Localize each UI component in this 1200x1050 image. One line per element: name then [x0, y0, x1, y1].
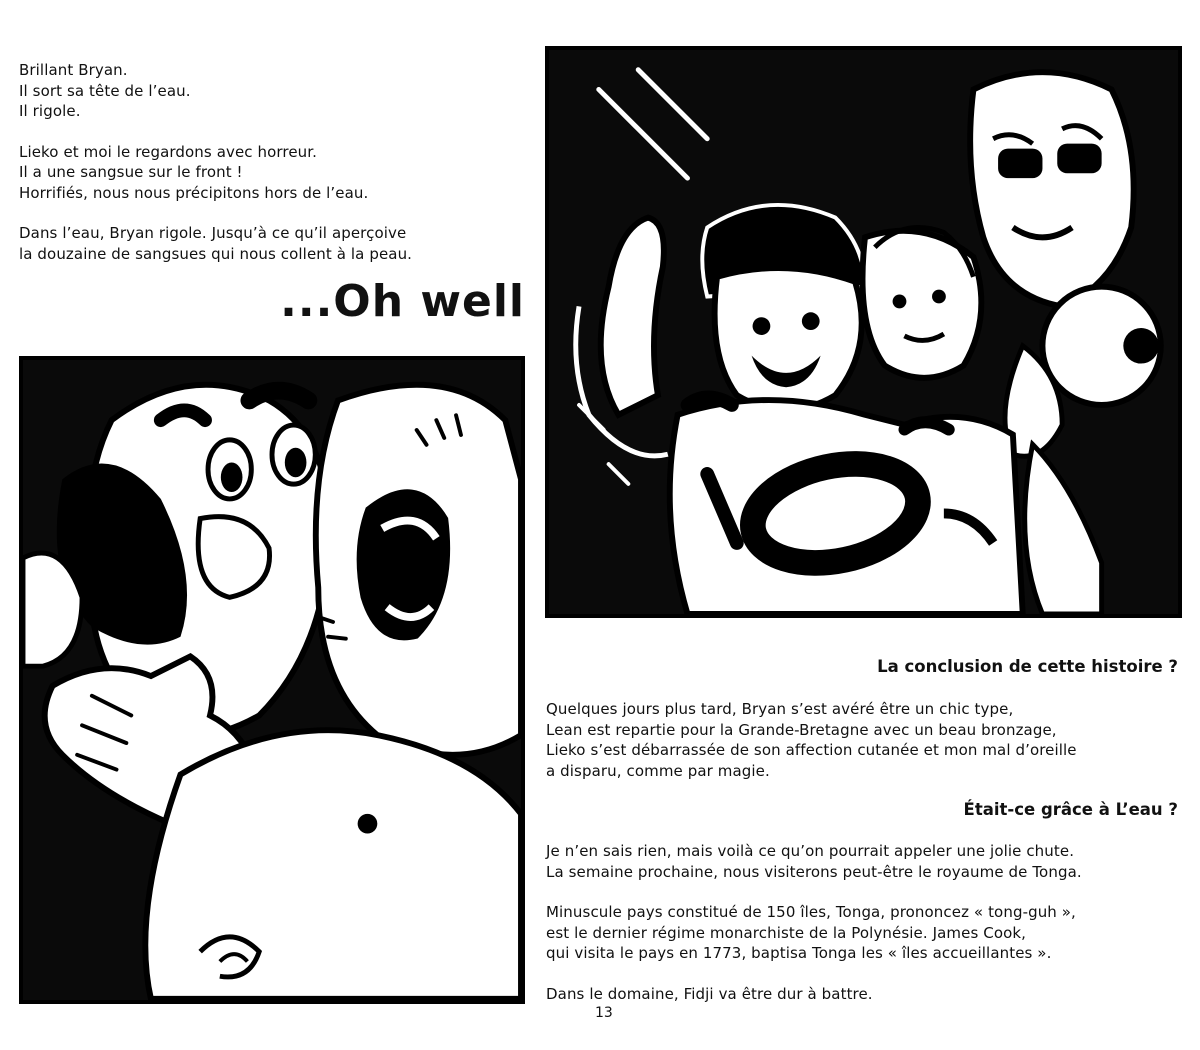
text-line: Lean est repartie pour la Grande-Bretagne avec un beau bronzage,: [546, 720, 1057, 739]
conclusion-text: [546, 699, 1186, 781]
text-line: Dans l’eau, Bryan rigole. Jusqu’à ce qu’il aperçoive: [19, 224, 407, 242]
eau-paragraph-2: [546, 902, 1186, 964]
text-line: Il rigole.: [19, 102, 81, 120]
text-line: la douzaine de sangsues qui nous collent à la peau.: [19, 244, 413, 263]
oh-well-exclamation: ...Oh well: [280, 276, 525, 327]
text-line: Il a une sangsue sur le front !: [19, 163, 243, 181]
text-line: Horrifiés, nous nous précipitons hors de l’eau.: [19, 183, 369, 202]
text-line: Quelques jours plus tard, Bryan s’est avéré être un chic type,: [546, 700, 1014, 718]
eau-paragraph-1: [546, 841, 1186, 882]
conclusion-paragraph: [546, 699, 1186, 781]
text-line: Brillant Bryan.: [19, 61, 128, 79]
eau-heading: Était-ce grâce à L’eau ?: [963, 800, 1178, 819]
intro-paragraph-3: [19, 223, 479, 264]
conclusion-heading: La conclusion de cette histoire ?: [877, 657, 1178, 676]
comic-panel-group: [545, 46, 1182, 618]
intro-text: [19, 60, 479, 284]
text-line: Je n’en sais rien, mais voilà ce qu’on pourrait appeler une jolie chute.: [546, 842, 1075, 860]
text-line: Dans le domaine, Fidji va être dur à battre.: [546, 984, 873, 1003]
text-line: Lieko s’est débarrassée de son affection cutanée et mon mal d’oreille: [546, 741, 1077, 759]
text-line: Lieko et moi le regardons avec horreur.: [19, 142, 318, 161]
text-line: a disparu, comme par magie.: [546, 761, 770, 780]
eau-paragraph-3: [546, 984, 1186, 1005]
group-illustration: [549, 50, 1178, 614]
comic-panel-closeup: [19, 356, 525, 1004]
intro-paragraph-2: [19, 142, 479, 204]
text-line: Minuscule pays constitué de 150 îles, Tonga, prononcez « tong-guh »,: [546, 903, 1076, 921]
eau-text: [546, 841, 1186, 1004]
text-line: qui visita le pays en 1773, baptisa Tonga les « îles accueillantes ».: [546, 944, 1052, 962]
intro-paragraph-1: [19, 60, 479, 122]
text-line: est le dernier régime monarchiste de la Polynésie. James Cook,: [546, 923, 1027, 942]
text-line: La semaine prochaine, nous visiterons peut-être le royaume de Tonga.: [546, 862, 1082, 881]
text-line: Il sort sa tête de l’eau.: [19, 81, 191, 100]
page-number: 13: [595, 1005, 613, 1021]
closeup-illustration: [23, 360, 521, 1000]
